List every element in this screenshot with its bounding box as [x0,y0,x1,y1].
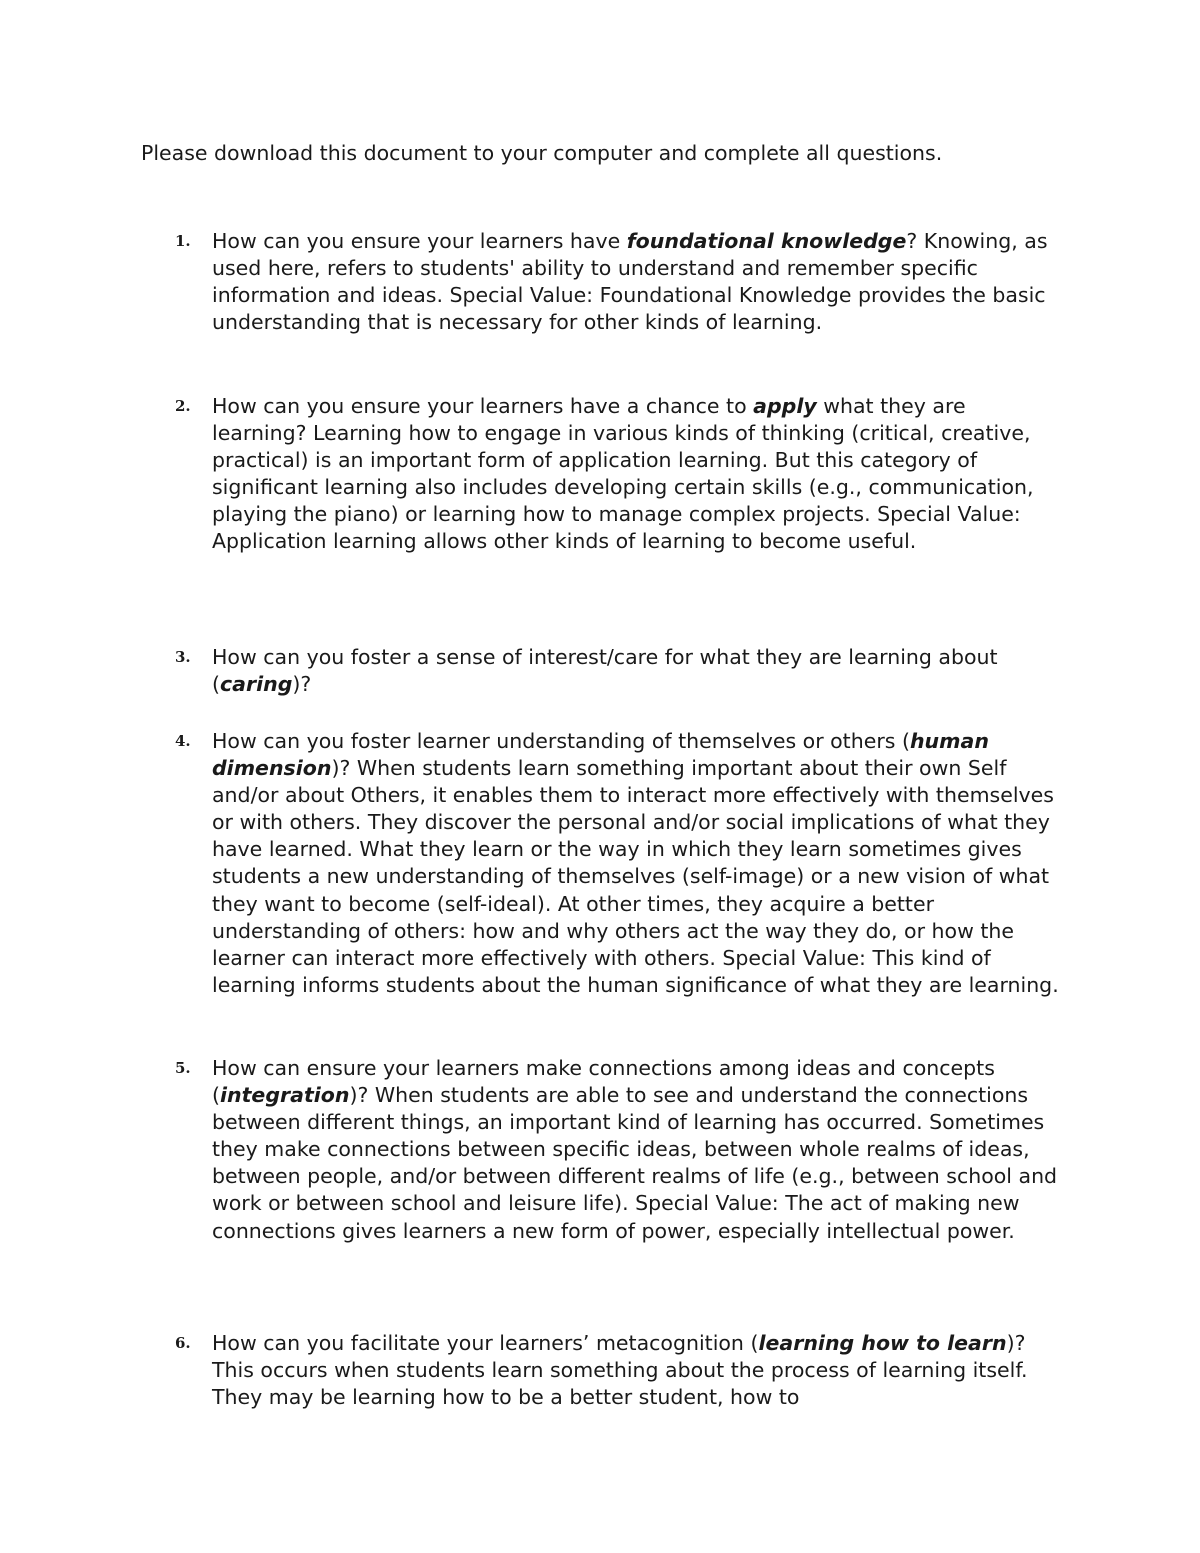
question-keyword: human dimension [212,729,989,781]
question-keyword: caring [220,672,293,697]
question-description: )? When students are able to see and understand the connections between different things, an important kind of learning has occurred. Sometimes they make connections between specific ideas, between whole realms of ideas, between people, and/or between different realms of life (e.g., between school and work or between school and leisure life). Special Value: The act of making new connections gives learners a new form of power, especially intellectual power. [212,1083,1058,1243]
question-text [212,644,1062,698]
question-number: 2. [175,397,191,415]
question-number: 4. [175,732,191,750]
question-keyword: learning how to learn [758,1331,1007,1355]
question-number: 6. [175,1334,191,1352]
question-description: ? Knowing, as used here, refers to students' ability to understand and remember specific information and ideas. Special Value: Foundational Knowledge provides the basic understanding that is necessary for other kinds of learning. [212,229,1048,335]
question-text [212,728,1062,999]
question-lead: How can you facilitate your learners’ metacognition ( [212,1331,759,1355]
question-number: 1. [175,232,191,250]
question-text [212,1055,1062,1245]
question-description: )? When students learn something important about their own Self and/or about Others, it enables them to interact more effectively with themselves or with others. They discover the personal and/or social implications of what they have learned. What they learn or the way in which they learn sometimes gives students a new understanding of themselves (self-image) or a new vision of what they want to become (self-ideal). At other times, they acquire a better understanding of others: how and why others act the way they do, or how the learner can interact more effectively with others. Special Value: This kind of learning informs students about the human significance of what they are learning. [212,756,1059,997]
question-number: 5. [175,1059,191,1077]
question-lead: How can you ensure your learners have a chance to [212,394,754,418]
question-text [212,228,1062,336]
question-keyword: foundational knowledge [626,229,907,253]
question-text [212,393,1062,556]
question-text [212,1330,1062,1411]
question-description: what they are learning? Learning how to engage in various kinds of thinking (critical, creative, practical) is an important form of application learning. But this category of significant learning also includes developing certain skills (e.g., communication, playing the piano) or learning how to manage complex projects. Special Value: Application learning allows other kinds of learning to become useful. [212,394,1034,554]
question-number: 3. [175,648,191,666]
question-keyword: integration [220,1083,350,1108]
intro-instruction: Please download this document to your computer and complete all questions. [141,141,943,165]
question-lead: How can ensure your learners make connections among ideas and concepts ( [212,1056,995,1108]
question-keyword: apply [753,394,817,418]
question-lead: How can you foster a sense of interest/care for what they are learning about ( [212,645,998,697]
question-description: )? [292,672,312,697]
question-lead: How can you foster learner understanding of themselves or others ( [212,729,910,753]
question-description: )? This occurs when students learn something about the process of learning itself. They may be learning how to be a better student, how to [212,1331,1028,1410]
question-lead: How can you ensure your learners have [212,229,627,253]
